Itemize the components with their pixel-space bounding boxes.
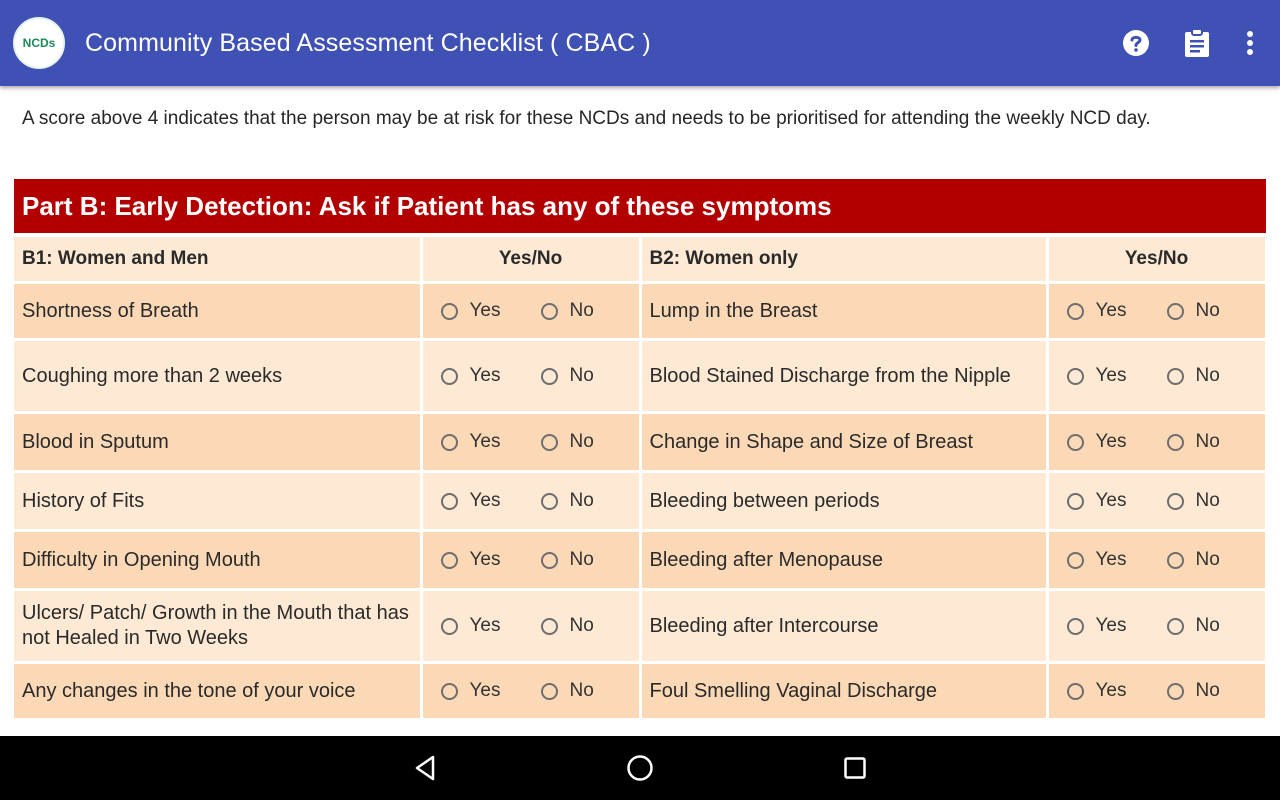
b1-symptom-label: Blood in Sputum xyxy=(14,413,421,472)
yes-radio-label: Yes xyxy=(1095,549,1127,570)
no-radio-option[interactable] xyxy=(541,549,594,571)
recents-button[interactable] xyxy=(835,748,875,788)
no-radio-option[interactable] xyxy=(541,431,594,453)
yes-radio-option[interactable] xyxy=(1067,680,1127,702)
home-button[interactable] xyxy=(620,748,660,788)
no-radio-label: No xyxy=(1195,300,1220,321)
b2-answer-cell xyxy=(1047,531,1266,590)
b1-answer-cell xyxy=(421,340,640,413)
yes-radio-option[interactable] xyxy=(1067,300,1127,322)
b2-answer-cell xyxy=(1047,472,1266,531)
b2-symptom-label: Change in Shape and Size of Breast xyxy=(640,413,1047,472)
radio-unchecked-icon[interactable] xyxy=(1067,368,1084,385)
radio-unchecked-icon[interactable] xyxy=(1167,368,1184,385)
b1-radio-group xyxy=(431,490,631,512)
no-radio-option[interactable] xyxy=(541,680,594,702)
table-header-row xyxy=(14,237,1266,283)
b2-radio-group xyxy=(1057,300,1257,322)
b1-radio-group xyxy=(431,680,631,702)
radio-unchecked-icon[interactable] xyxy=(541,552,558,569)
no-radio-option[interactable] xyxy=(541,490,594,512)
b1-radio-group xyxy=(431,300,631,322)
b2-answer-cell xyxy=(1047,413,1266,472)
yes-radio-label: Yes xyxy=(1095,490,1127,511)
yes-radio-option[interactable] xyxy=(441,300,501,322)
b2-symptom-label: Lump in the Breast xyxy=(640,283,1047,340)
no-radio-label: No xyxy=(1195,490,1220,511)
radio-unchecked-icon[interactable] xyxy=(441,552,458,569)
yes-radio-label: Yes xyxy=(469,300,501,321)
no-radio-option[interactable] xyxy=(541,365,594,387)
home-icon xyxy=(626,754,654,782)
radio-unchecked-icon[interactable] xyxy=(1067,434,1084,451)
logo-text: NCDs xyxy=(22,36,56,50)
col-b2-header: B2: Women only xyxy=(640,237,1047,283)
b2-symptom-label: Bleeding between periods xyxy=(640,472,1047,531)
radio-unchecked-icon[interactable] xyxy=(441,368,458,385)
yes-radio-option[interactable] xyxy=(441,365,501,387)
yes-radio-label: Yes xyxy=(1095,365,1127,386)
yes-radio-label: Yes xyxy=(469,431,501,452)
no-radio-option[interactable] xyxy=(1167,615,1220,637)
no-radio-label: No xyxy=(1195,365,1220,386)
no-radio-label: No xyxy=(1195,615,1220,636)
clipboard-button[interactable] xyxy=(1184,23,1210,63)
yes-radio-label: Yes xyxy=(1095,680,1127,701)
no-radio-option[interactable] xyxy=(1167,490,1220,512)
no-radio-label: No xyxy=(569,365,594,386)
radio-unchecked-icon[interactable] xyxy=(541,683,558,700)
b1-symptom-label: Any changes in the tone of your voice xyxy=(14,663,421,720)
no-radio-option[interactable] xyxy=(541,300,594,322)
radio-unchecked-icon[interactable] xyxy=(1167,303,1184,320)
b1-symptom-label: Shortness of Breath xyxy=(14,283,421,340)
yes-radio-option[interactable] xyxy=(1067,549,1127,571)
b2-symptom-label: Foul Smelling Vaginal Discharge xyxy=(640,663,1047,720)
yes-radio-label: Yes xyxy=(1095,300,1127,321)
yes-radio-option[interactable] xyxy=(441,615,501,637)
yes-radio-label: Yes xyxy=(469,680,501,701)
part-b-card xyxy=(14,179,1266,721)
back-icon xyxy=(413,755,437,781)
radio-unchecked-icon[interactable] xyxy=(1167,434,1184,451)
no-radio-label: No xyxy=(569,549,594,570)
symptom-table xyxy=(14,237,1268,721)
yes-radio-option[interactable] xyxy=(441,680,501,702)
system-nav-bar xyxy=(0,736,1280,800)
table-row xyxy=(14,413,1266,472)
yes-radio-label: Yes xyxy=(1095,615,1127,636)
yes-radio-option[interactable] xyxy=(441,549,501,571)
col-yn1-header: Yes/No xyxy=(421,237,640,283)
radio-unchecked-icon[interactable] xyxy=(541,618,558,635)
table-row xyxy=(14,590,1266,663)
no-radio-label: No xyxy=(1195,431,1220,452)
b2-radio-group xyxy=(1057,431,1257,453)
yes-radio-option[interactable] xyxy=(441,431,501,453)
overflow-menu-button[interactable] xyxy=(1240,23,1260,63)
b2-symptom-label: Blood Stained Discharge from the Nipple xyxy=(640,340,1047,413)
b1-answer-cell xyxy=(421,413,640,472)
b2-symptom-label: Bleeding after Menopause xyxy=(640,531,1047,590)
help-icon xyxy=(1122,29,1150,57)
radio-unchecked-icon[interactable] xyxy=(1067,303,1084,320)
b2-symptom-label: Bleeding after Intercourse xyxy=(640,590,1047,663)
yes-radio-option[interactable] xyxy=(441,490,501,512)
b2-radio-group xyxy=(1057,615,1257,637)
no-radio-label: No xyxy=(1195,549,1220,570)
b1-answer-cell xyxy=(421,531,640,590)
radio-unchecked-icon[interactable] xyxy=(441,434,458,451)
radio-unchecked-icon[interactable] xyxy=(1067,683,1084,700)
yes-radio-option[interactable] xyxy=(1067,615,1127,637)
appbar-actions xyxy=(1122,0,1280,86)
no-radio-option[interactable] xyxy=(1167,300,1220,322)
radio-unchecked-icon[interactable] xyxy=(541,493,558,510)
table-row xyxy=(14,531,1266,590)
help-button[interactable] xyxy=(1122,23,1150,63)
radio-unchecked-icon[interactable] xyxy=(1167,493,1184,510)
radio-unchecked-icon[interactable] xyxy=(1067,493,1084,510)
b1-symptom-label: Ulcers/ Patch/ Growth in the Mouth that has not Healed in Two Weeks xyxy=(14,590,421,663)
no-radio-option[interactable] xyxy=(1167,365,1220,387)
yes-radio-option[interactable] xyxy=(1067,431,1127,453)
b1-answer-cell xyxy=(421,590,640,663)
no-radio-label: No xyxy=(1195,680,1220,701)
radio-unchecked-icon[interactable] xyxy=(441,303,458,320)
no-radio-label: No xyxy=(569,490,594,511)
b1-radio-group xyxy=(431,615,631,637)
radio-unchecked-icon[interactable] xyxy=(441,618,458,635)
intro-text: A score above 4 indicates that the person may be at risk for these NCDs and needs to be prioritised for attending the weekly NCD day. xyxy=(22,108,1151,129)
yes-radio-label: Yes xyxy=(469,365,501,386)
b1-radio-group xyxy=(431,549,631,571)
table-row xyxy=(14,340,1266,413)
yes-radio-option[interactable] xyxy=(1067,365,1127,387)
b1-symptom-label: History of Fits xyxy=(14,472,421,531)
yes-radio-label: Yes xyxy=(469,615,501,636)
back-button[interactable] xyxy=(405,748,445,788)
part-b-title: Part B: Early Detection: Ask if Patient has any of these symptoms xyxy=(14,179,1266,233)
no-radio-label: No xyxy=(569,300,594,321)
table-row xyxy=(14,472,1266,531)
table-row xyxy=(14,663,1266,720)
app-logo xyxy=(13,17,65,69)
yes-radio-label: Yes xyxy=(1095,431,1127,452)
b2-radio-group xyxy=(1057,365,1257,387)
radio-unchecked-icon[interactable] xyxy=(1067,618,1084,635)
more-vert-icon xyxy=(1246,30,1254,56)
b1-answer-cell xyxy=(421,663,640,720)
no-radio-option[interactable] xyxy=(1167,549,1220,571)
no-radio-option[interactable] xyxy=(1167,431,1220,453)
radio-unchecked-icon[interactable] xyxy=(541,368,558,385)
b1-radio-group xyxy=(431,365,631,387)
radio-unchecked-icon[interactable] xyxy=(541,434,558,451)
radio-unchecked-icon[interactable] xyxy=(541,303,558,320)
symptom-rows xyxy=(14,283,1266,720)
radio-unchecked-icon[interactable] xyxy=(1067,552,1084,569)
no-radio-option[interactable] xyxy=(541,615,594,637)
b1-symptom-label: Coughing more than 2 weeks xyxy=(14,340,421,413)
b2-radio-group xyxy=(1057,549,1257,571)
b1-radio-group xyxy=(431,431,631,453)
recents-icon xyxy=(843,756,867,780)
yes-radio-label: Yes xyxy=(469,549,501,570)
app-bar xyxy=(0,0,1280,86)
no-radio-label: No xyxy=(569,431,594,452)
radio-unchecked-icon[interactable] xyxy=(441,683,458,700)
no-radio-option[interactable] xyxy=(1167,680,1220,702)
b2-radio-group xyxy=(1057,680,1257,702)
radio-unchecked-icon[interactable] xyxy=(1167,552,1184,569)
b1-answer-cell xyxy=(421,472,640,531)
no-radio-label: No xyxy=(569,615,594,636)
b2-answer-cell xyxy=(1047,590,1266,663)
col-yn2-header: Yes/No xyxy=(1047,237,1266,283)
radio-unchecked-icon[interactable] xyxy=(1167,683,1184,700)
b2-answer-cell xyxy=(1047,663,1266,720)
yes-radio-option[interactable] xyxy=(1067,490,1127,512)
radio-unchecked-icon[interactable] xyxy=(1167,618,1184,635)
b2-answer-cell xyxy=(1047,340,1266,413)
yes-radio-label: Yes xyxy=(469,490,501,511)
col-b1-header: B1: Women and Men xyxy=(14,237,421,283)
clipboard-icon xyxy=(1184,28,1210,58)
b2-radio-group xyxy=(1057,490,1257,512)
radio-unchecked-icon[interactable] xyxy=(441,493,458,510)
b1-answer-cell xyxy=(421,283,640,340)
page-title: Community Based Assessment Checklist ( CBAC ) xyxy=(85,28,651,57)
b1-symptom-label: Difficulty in Opening Mouth xyxy=(14,531,421,590)
b2-answer-cell xyxy=(1047,283,1266,340)
no-radio-label: No xyxy=(569,680,594,701)
table-row xyxy=(14,283,1266,340)
